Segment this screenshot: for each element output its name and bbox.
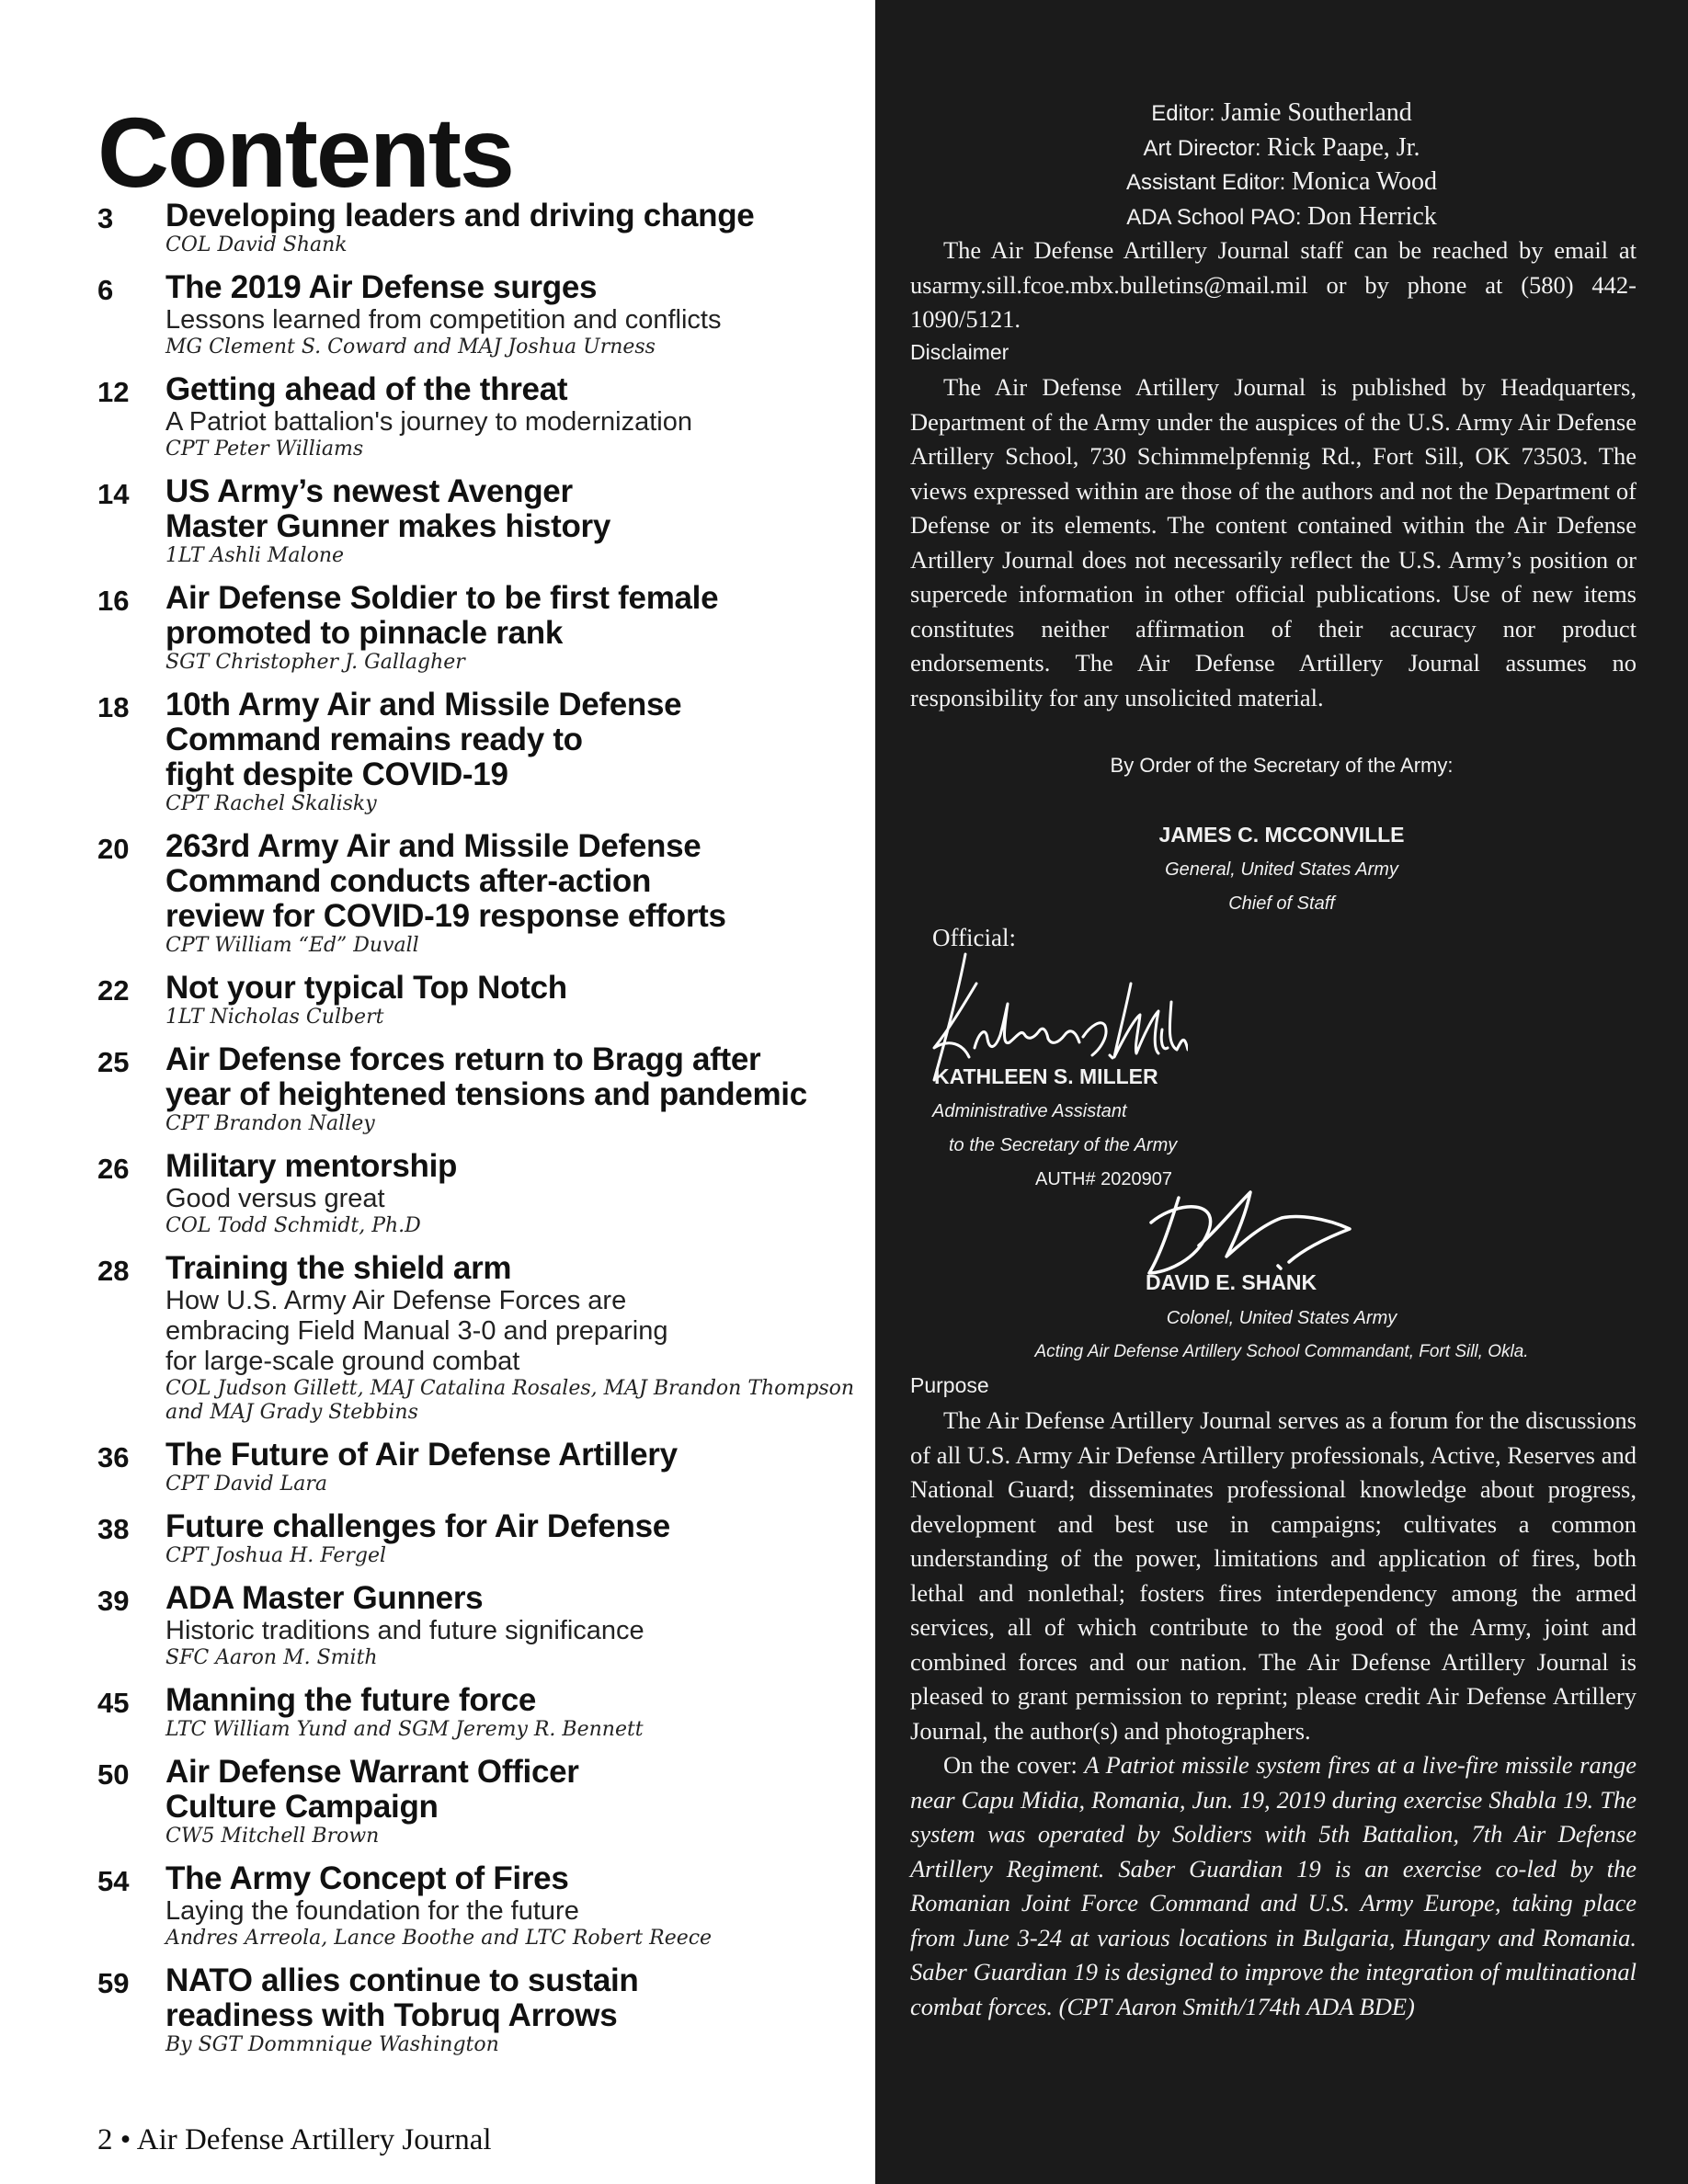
staff-value: Rick Paape, Jr.	[1267, 132, 1420, 162]
contact-text: The Air Defense Artillery Journal staff can be reached by email at usarmy.sill.fcoe.mbx.bulletins@mail.mil or by phone at (580) 442-1090/5121.	[910, 236, 1637, 333]
staff-value: Monica Wood	[1291, 167, 1438, 196]
toc-entry	[97, 1963, 861, 2057]
toc-page-number: 18	[97, 691, 130, 723]
toc-title: US Army’s newest Avenger Master Gunner makes history	[165, 473, 611, 544]
toc-page-number: 20	[97, 833, 130, 865]
disclaimer-heading: Disclaimer	[910, 340, 1009, 364]
toc-author: COL David Shank	[165, 233, 348, 256]
toc-subtitle: A Patriot battalion's journey to modernization	[165, 407, 692, 437]
toc-entry	[97, 829, 861, 958]
toc-author: MG Clement S. Coward and MAJ Joshua Urness	[165, 336, 656, 358]
commandant-office: Acting Air Defense Artillery School Commandant, Fort Sill, Okla.	[1034, 1342, 1529, 1361]
toc-page-number: 38	[97, 1513, 130, 1545]
toc-author: Andres Arreola, Lance Boothe and LTC Robert Reece	[165, 1927, 713, 1950]
auth-number: AUTH# 2020907	[1035, 1169, 1172, 1189]
toc-page-number: 3	[97, 202, 114, 234]
toc-subtitle: Lessons learned from competition and conflicts	[165, 305, 722, 335]
toc-entry	[97, 372, 861, 461]
toc-page-number: 59	[97, 1967, 130, 1999]
toc-page-number: 22	[97, 974, 130, 1007]
staff-label: Art Director:	[1143, 135, 1261, 161]
toc-author: CPT Peter Williams	[165, 438, 364, 461]
toc-title: Developing leaders and driving change	[165, 198, 755, 233]
toc-entry	[97, 1251, 861, 1425]
toc-title: Future challenges for Air Defense	[165, 1508, 670, 1544]
toc-title: Training the shield arm	[165, 1250, 512, 1286]
toc-title: 263rd Army Air and Missile Defense Command conducts after-action review for COVID-19 response efforts	[165, 828, 726, 934]
toc-entry	[97, 474, 861, 568]
toc-page-number: 6	[97, 274, 114, 306]
staff-value: Jamie Southerland	[1221, 98, 1412, 127]
toc-page-number: 39	[97, 1585, 130, 1617]
toc-page-number: 45	[97, 1687, 130, 1719]
commandant-title: Colonel, United States Army	[1166, 1308, 1397, 1328]
chief-office: Chief of Staff	[1228, 893, 1335, 914]
toc-entry	[97, 1755, 861, 1848]
toc-author: COL Judson Gillett, MAJ Catalina Rosales, MAJ Brandon Thompson and MAJ Grady Stebbins	[165, 1377, 855, 1424]
purpose-heading: Purpose	[910, 1373, 989, 1397]
disclaimer-text: The Air Defense Artillery Journal is published by Headquarters, Department of the Army under the auspices of the U.S. Army Air Defense Artillery School, 730 Schimmelpfennig Rd., Fort Sill, OK 73503. The views expressed within are those of the authors and not the Department of Defense or its elements. The content contained within the Air Defense Artillery Journal does not necessarily reflect the U.S. Army’s position or supercede information in other official publications. Use of new items constitutes neither affirmation of their accuracy nor product endorsements. The Air Defense Artillery Journal assumes no responsibility for any unsolicited material.	[910, 373, 1637, 711]
toc-entry	[97, 1581, 861, 1670]
chief-title: General, United States Army	[1165, 859, 1398, 880]
staff-label: Assistant Editor:	[1125, 170, 1286, 195]
official-label: Official:	[932, 924, 1016, 951]
purpose-text: The Air Defense Artillery Journal serves as a forum for the discussions of all U.S. Army Air Defense Artillery professionals, Active, Reserves and National Guard; disseminates professional knowledge about progress, development and best use in campaigns; cultivates a common understanding of the power, limitations and application of fires, both lethal and nonlethal; fosters fires interdependency among the armed services, all of which contribute to the good of the Army, joint and combined forces and our nation. The Air Defense Artillery Journal is pleased to grant permission to reprint; please credit Air Defense Artillery Journal, the author(s) and photographers. On the cover: A Patriot missile system fires at a live-fire missile range near Capu Midia, Romania, Jun. 19, 2019 during exercise Shabla 19. The system was operated by Soldiers with 5th Battalion, 7th Air Defense Artillery Regiment. Saber Guardian 19 is an exercise co-led by the Romanian Joint Force Command and U.S. Army Europe, taking place from June 3-24 at various locations in Bulgaria, Hungary and Romania. Saber Guardian 19 is designed to improve the integration of multinational combat forces. (CPT Aaron Smith/174th ADA BDE)	[910, 1404, 1637, 2024]
staff-label: ADA School PAO:	[1126, 204, 1302, 230]
toc-page-number: 16	[97, 585, 130, 617]
toc-title: The 2019 Air Defense surges	[165, 269, 598, 305]
toc-entry	[97, 1149, 861, 1238]
toc-entry	[97, 270, 861, 359]
toc-page-number: 12	[97, 376, 130, 408]
toc-author: CW5 Mitchell Brown	[165, 1825, 380, 1848]
toc-author: 1LT Nicholas Culbert	[165, 1006, 384, 1029]
toc-title: Manning the future force	[165, 1682, 537, 1718]
shank-signature	[1142, 1181, 1381, 1282]
commandant-name: DAVID E. SHANK	[1146, 1270, 1317, 1294]
toc-author: LTC William Yund and SGM Jeremy R. Bennett	[165, 1718, 644, 1741]
toc-title: The Army Concept of Fires	[165, 1860, 569, 1896]
toc-author: CPT Brandon Nalley	[165, 1112, 375, 1135]
staff-line	[875, 96, 1688, 131]
admin-title: Administrative Assistant	[932, 1101, 1127, 1121]
toc-page-number: 54	[97, 1865, 130, 1897]
toc-entry	[97, 971, 861, 1029]
toc-title: Getting ahead of the threat	[165, 371, 568, 407]
staff-list	[875, 96, 1688, 233]
contents-title: Contents	[97, 97, 513, 208]
toc-title: Air Defense Warrant Officer Culture Campaign	[165, 1754, 579, 1825]
toc-list	[97, 199, 861, 2070]
staff-line	[875, 199, 1688, 234]
staff-line	[875, 131, 1688, 165]
cover-label: On the cover:	[943, 1751, 1078, 1779]
toc-subtitle: Laying the foundation for the future	[165, 1896, 579, 1926]
toc-page-number: 26	[97, 1153, 130, 1185]
masthead-column	[875, 0, 1688, 2184]
toc-subtitle: How U.S. Army Air Defense Forces are embracing Field Manual 3-0 and preparing for large-scale ground combat	[165, 1286, 668, 1376]
toc-author: COL Todd Schmidt, Ph.D	[165, 1214, 421, 1237]
toc-page-number: 50	[97, 1758, 130, 1791]
toc-author: 1LT Ashli Malone	[165, 544, 345, 567]
toc-page-number: 14	[97, 478, 130, 510]
toc-entry	[97, 1042, 861, 1136]
toc-title: Military mentorship	[165, 1148, 458, 1184]
toc-author: SFC Aaron M. Smith	[165, 1646, 378, 1669]
toc-entry	[97, 1861, 861, 1951]
cover-text: A Patriot missile system fires at a live-fire missile range near Capu Midia, Romania, Jun. 19, 2019 during exercise Shabla 19. The system was operated by Soldiers with 5th Battalion, 7th Air Defense Artillery Regiment. Saber Guardian 19 is an exercise co-led by the Romanian Joint Force Command and U.S. Army Europe, taking place from June 3-24 at various locations in Bulgaria, Hungary and Romania. Saber Guardian 19 is designed to improve the integration of multinational combat forces. (CPT Aaron Smith/174th ADA BDE)	[910, 1751, 1637, 2020]
toc-entry	[97, 581, 861, 675]
toc-author: By SGT Dommnique Washington	[165, 2033, 499, 2056]
admin-name: KATHLEEN S. MILLER	[934, 1064, 1158, 1088]
toc-entry	[97, 688, 861, 816]
staff-line	[875, 165, 1688, 199]
toc-author: SGT Christopher J. Gallagher	[165, 651, 465, 674]
by-order-text: By Order of the Secretary of the Army:	[1110, 754, 1454, 777]
toc-title: ADA Master Gunners	[165, 1580, 484, 1616]
toc-entry	[97, 1683, 861, 1742]
chief-name: JAMES C. MCCONVILLE	[1158, 823, 1405, 847]
toc-author: CPT Joshua H. Fergel	[165, 1544, 387, 1567]
toc-author: CPT William “Ed” Duvall	[165, 934, 419, 957]
toc-subtitle: Historic traditions and future significance	[165, 1616, 644, 1645]
admin-office: to the Secretary of the Army	[949, 1135, 1178, 1155]
toc-entry	[97, 199, 861, 257]
toc-author: CPT David Lara	[165, 1473, 327, 1496]
toc-title: The Future of Air Defense Artillery	[165, 1437, 678, 1473]
toc-author: CPT Rachel Skalisky	[165, 792, 377, 815]
toc-subtitle: Good versus great	[165, 1184, 385, 1213]
toc-title: NATO allies continue to sustain readiness with Tobruq Arrows	[165, 1962, 639, 2033]
cover-caption	[910, 1748, 1637, 2024]
toc-page-number: 36	[97, 1441, 130, 1473]
toc-title: 10th Army Air and Missile Defense Command remains ready to fight despite COVID-19	[165, 687, 682, 792]
page-footer: 2 • Air Defense Artillery Journal	[97, 2123, 492, 2156]
toc-title: Air Defense Soldier to be first female promoted to pinnacle rank	[165, 580, 719, 651]
staff-label: Editor:	[1151, 101, 1215, 126]
toc-page-number: 25	[97, 1046, 130, 1078]
toc-title: Not your typical Top Notch	[165, 970, 567, 1006]
toc-entry	[97, 1509, 861, 1568]
staff-value: Don Herrick	[1307, 201, 1437, 231]
toc-page-number: 28	[97, 1255, 130, 1287]
toc-title: Air Defense forces return to Bragg after year of heightened tensions and pandemic	[165, 1041, 807, 1112]
toc-entry	[97, 1438, 861, 1496]
